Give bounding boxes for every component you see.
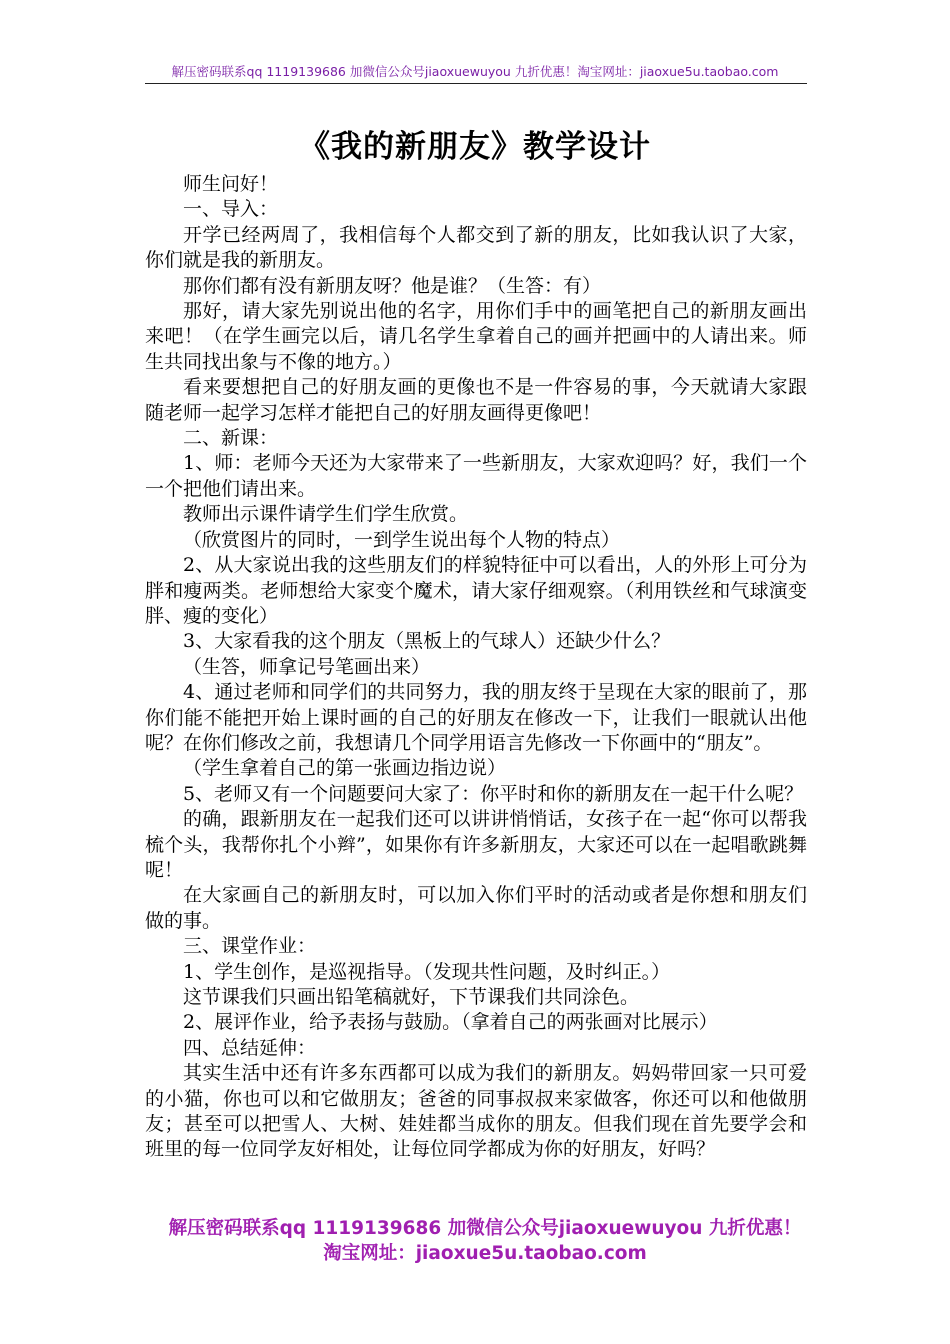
paragraph: （学生拿着自己的第一张画边指边说） [183,757,507,780]
paragraph: 5、老师又有一个问题要问大家了：你平时和你的新朋友在一起干什么呢？ [183,782,804,805]
document-title: 《我的新朋友》教学设计 [299,129,651,165]
paragraph: 教师出示课件请学生们学生欣赏。 [183,503,469,526]
paragraph: 那你们都有没有新朋友呀？他是谁？（生答：有） [183,274,602,297]
header-divider [145,83,807,84]
paragraph: 在大家画自己的新朋友时，可以加入你们平时的活动或者是你想和朋友们做的事。 [145,884,807,932]
footer-promo-line: 解压密码联系qq 1119139686 加微信公众号jiaoxuewuyou 九折优惠！ [168,1218,802,1239]
paragraph: 开学已经两周了，我相信每个人都交到了新的朋友，比如我认识了大家，你们就是我的新朋友。 [145,223,807,272]
paragraph: 4、通过老师和同学们的共同努力，我的朋友终于呈现在大家的眼前了，那你们能不能把开始上课时画的自己的好朋友在修改一下，让我们一眼就认出他呢？在你们修改之前，我想请几个同学用语言先修改一下你画中的“朋友”。 [145,681,807,754]
section-heading: 四、总结延伸： [183,1036,317,1059]
paragraph: 1、师：老师今天还为大家带来了一些新朋友，大家欢迎吗？好，我们一个一个把他们请出来。 [145,452,807,500]
paragraph: 2、从大家说出我的这些朋友们的样貌特征中可以看出，人的外形上可分为胖和瘦两类。老师想给大家变个魔术，请大家仔细观察。（利用铁丝和气球演变胖、瘦的变化） [145,554,807,627]
paragraph: 看来要想把自己的好朋友画的更像也不是一件容易的事，今天就请大家跟随老师一起学习怎样才能把自己的好朋友画得更像吧！ [145,376,807,424]
section-heading: 二、新课： [183,427,279,450]
paragraph: （生答，师拿记号笔画出来） [183,655,431,678]
paragraph: 3、大家看我的这个朋友（黑板上的气球人）还缺少什么？ [183,630,671,653]
paragraph: 其实生活中还有许多东西都可以成为我们的新朋友。妈妈带回家一只可爱的小猫，你也可以和它做朋友；爸爸的同事叔叔来家做客，你还可以和他做朋友；甚至可以把雪人、大树、娃娃都当成你的朋友。但我们现在首先要学会和班里的每一位同学友好相处，让每位同学都成为你的好朋友，好吗？ [145,1062,807,1161]
paragraph: 师生问好！ [183,173,279,195]
header-promo-text: 解压密码联系qq 1119139686 加微信公众号jiaoxuewuyou 九折优惠！淘宝网址：jiaoxue5u.taobao.com [171,64,779,79]
document-body [145,172,807,1163]
paragraph: 那好，请大家先别说出他的名字，用你们手中的画笔把自己的新朋友画出来吧！（在学生画完以后，请几名学生拿着自己的画并把画中的人请出来。师生共同找出象与不像的地方。） [145,300,807,373]
section-heading: 一、导入： [183,198,279,221]
footer-shop-url: 淘宝网址：jiaoxue5u.taobao.com [323,1243,647,1264]
paragraph: 1、学生创作，是巡视指导。（发现共性问题，及时纠正。） [183,960,671,983]
section-heading: 三、课堂作业： [183,935,317,958]
footer-promo [145,1216,825,1266]
paragraph: （欣赏图片的同时，一到学生说出每个人物的特点） [183,528,621,551]
paragraph: 2、展评作业，给予表扬与鼓励。（拿着自己的两张画对比展示） [183,1011,718,1034]
paragraph: 这节课我们只画出铅笔稿就好，下节课我们共同涂色。 [183,986,640,1008]
paragraph: 的确，跟新朋友在一起我们还可以讲讲悄悄话，女孩子在一起“你可以帮我梳个头，我帮你扎个小辫”，如果你有许多新朋友，大家还可以在一起唱歌跳舞呢！ [145,808,807,881]
